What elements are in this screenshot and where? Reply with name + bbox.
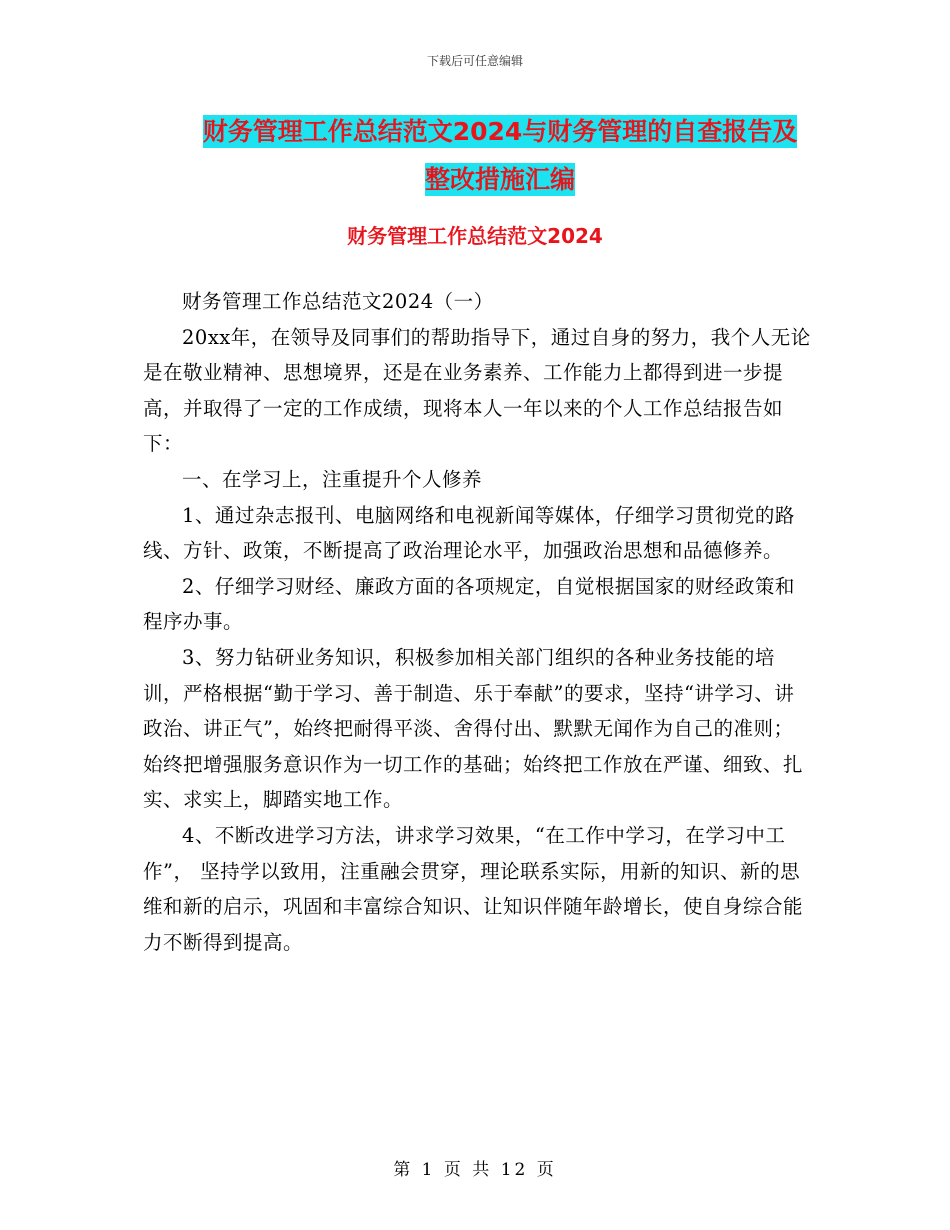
- paragraph-item-2: 2、仔细学习财经、廉政方面的各项规定，自觉根据国家的财经政策和程序办事。: [143, 574, 795, 634]
- document-body: [143, 284, 811, 960]
- page-header-note: 下载后可任意编辑: [426, 54, 523, 68]
- section-title: 财务管理工作总结范文2024: [347, 224, 603, 248]
- document-title: [150, 108, 850, 204]
- paragraph-subtitle: 财务管理工作总结范文2024（一）: [182, 290, 494, 313]
- paragraph-item-3: 3、努力钻研业务知识，积极参加相关部门组织的各种业务技能的培训，严格根据“勤于学习、善于制造、乐于奉献”的要求，坚持“讲学习、讲政治、讲正气”，始终把耐得平淡、舍得付出、默默无闻作为自己的准则；始终把增强服务意识作为一切工作的基础；始终把工作放在严谨、细致、扎实、求实上，脚踏实地工作。: [143, 645, 804, 812]
- paragraph-heading-study: 一、在学习上，注重提升个人修养: [182, 467, 483, 491]
- page-footer-pagination: 第 1 页 共 12 页: [393, 1160, 557, 1180]
- paragraph-intro: 20xx年，在领导及同事们的帮助指导下，通过自身的努力，我个人无论是在敬业精神、思想境界，还是在业务素养、工作能力上都得到进一步提高，并取得了一定的工作成绩，现将本人一年以来的个人工作总结报告如下：: [143, 325, 811, 456]
- paragraph-item-4: 4、不断改进学习方法，讲求学习效果，“在工作中学习，在学习中工作”， 坚持学以致用，注重融会贯穿，理论联系实际，用新的知识、新的思维和新的启示，巩固和丰富综合知识、让知识伴随年龄增长，使自身综合能力不断得到提高。: [143, 823, 804, 954]
- document-title-line-2: 整改措施汇编: [424, 165, 575, 194]
- paragraph-item-1: 1、通过杂志报刊、电脑网络和电视新闻等媒体，仔细学习贯彻党的路线、方针、政策，不断提高了政治理论水平，加强政治思想和品德修养。: [143, 503, 795, 563]
- document-title-line-1: 财务管理工作总结范文2024与财务管理的自查报告及: [202, 117, 798, 146]
